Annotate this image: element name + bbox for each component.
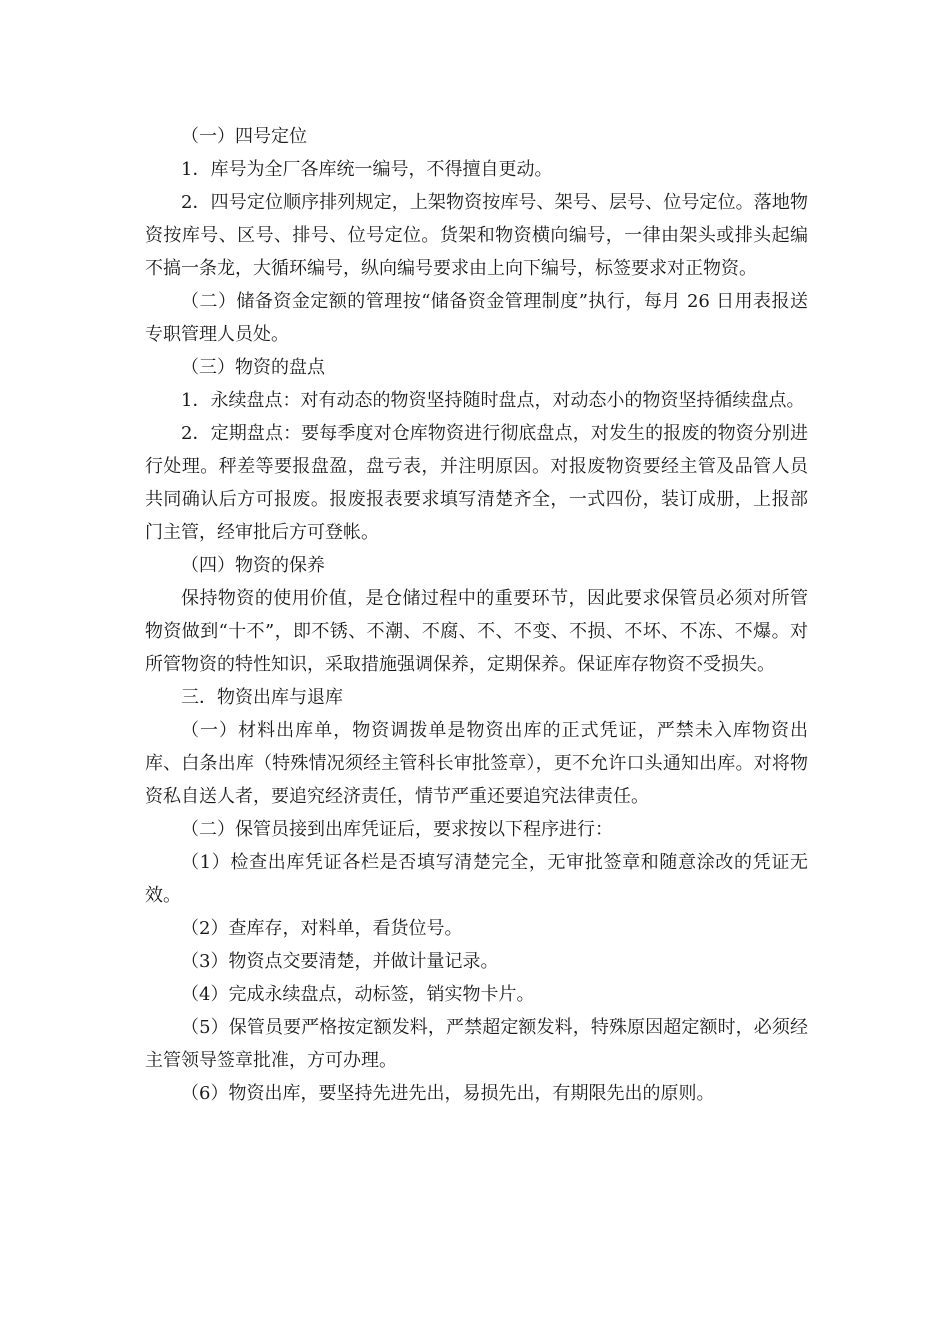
paragraph: 保持物资的使用价值，是仓储过程中的重要环节，因此要求保管员必须对所管物资做到“十不”，即不锈、不潮、不腐、不、不变、不损、不坏、不冻、不爆。对所管物资的特性知识，采取措施强调保养，定期保养。保证库存物资不受损失。 bbox=[145, 588, 808, 675]
paragraph: 2．四号定位顺序排列规定，上架物资按库号、架号、层号、位号定位。落地物资按库号、区号、排号、位号定位。货架和物资横向编号，一律由架头或排头起编不搞一条龙，大循环编号，纵向编号要求由上向下编号，标签要求对正物资。 bbox=[145, 192, 808, 279]
paragraph: （1）检查出库凭证各栏是否填写清楚完全，无审批签章和随意涂改的凭证无效。 bbox=[145, 852, 808, 906]
paragraph: （一）材料出库单，物资调拨单是物资出库的正式凭证，严禁未入库物资出库、白条出库（特殊情况须经主管科长审批签章），更不允许口头通知出库。对将物资私自送人者，要追究经济责任，情节严重还要追究法律责任。 bbox=[145, 720, 808, 807]
paragraph: 1．库号为全厂各库统一编号，不得擅自更动。 bbox=[181, 159, 553, 180]
paragraph: （5）保管员要严格按定额发料，严禁超定额发料，特殊原因超定额时，必须经主管领导签章批准，方可办理。 bbox=[145, 1017, 808, 1071]
paragraph: （3）物资点交要清楚，并做计量记录。 bbox=[181, 951, 499, 972]
paragraph: （6）物资出库，要坚持先进先出，易损先出，有期限先出的原则。 bbox=[181, 1083, 715, 1104]
paragraph: （4）完成永续盘点，动标签，销实物卡片。 bbox=[181, 984, 535, 1005]
paragraph: （四）物资的保养 bbox=[181, 555, 325, 576]
paragraph: 2．定期盘点：要每季度对仓库物资进行彻底盘点，对发生的报废的物资分别进行处理。秤差等要报盘盈，盘亏表，并注明原因。对报废物资要经主管及品管人员共同确认后方可报废。报废报表要求填写清楚齐全，一式四份，装订成册，上报部门主管，经审批后方可登帐。 bbox=[145, 423, 808, 543]
paragraph: 三．物资出库与退库 bbox=[181, 687, 343, 708]
paragraph: （三）物资的盘点 bbox=[181, 357, 325, 378]
paragraph: （二）保管员接到出库凭证后，要求按以下程序进行： bbox=[181, 819, 613, 840]
paragraph: （二）储备资金定额的管理按“储备资金管理制度”执行，每月 26 日用表报送专职管理人员处。 bbox=[145, 291, 808, 345]
paragraph: 1．永续盘点：对有动态的物资坚持随时盘点，对动态小的物资坚持循续盘点。 bbox=[181, 390, 805, 411]
paragraph: （2）查库存，对料单，看货位号。 bbox=[181, 918, 463, 939]
paragraph: （一）四号定位 bbox=[181, 126, 307, 147]
document-body bbox=[145, 120, 808, 1110]
